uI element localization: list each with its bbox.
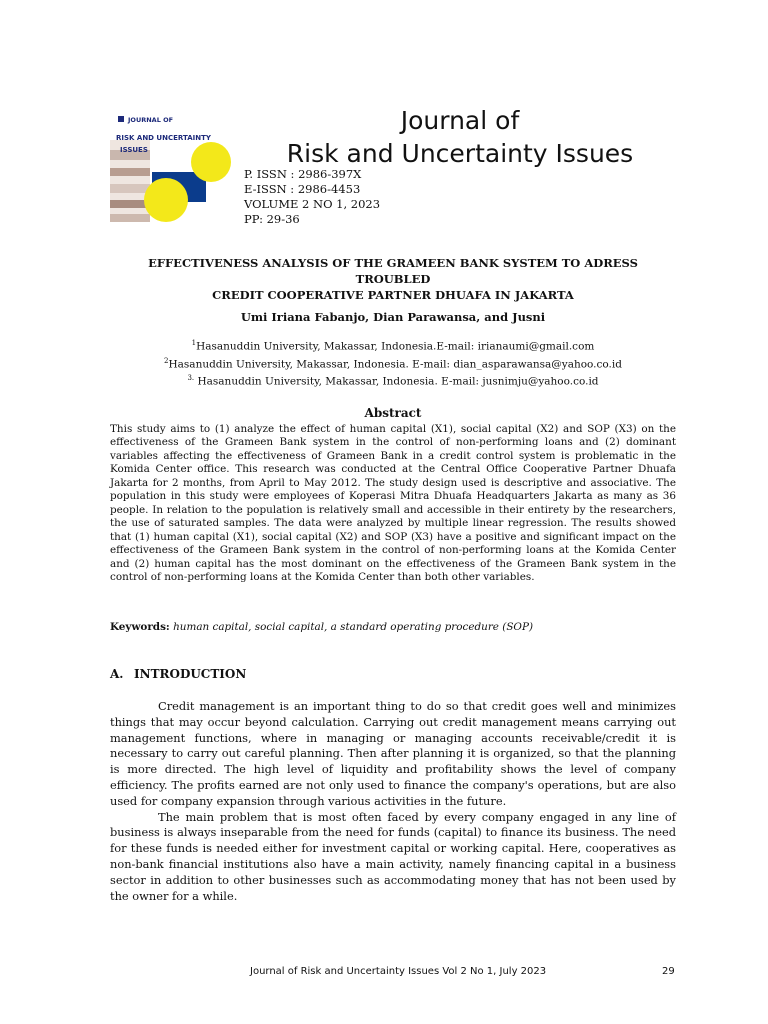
section-title: INTRODUCTION — [134, 667, 247, 681]
intro-paragraph-1: Credit management is an important thing to do so that credit goes well and minimizes things that may occur beyond calculation. Carrying out credit management means carrying out management functions, where in managing or managing accounts receivable/credit it is necessary to carry out careful planning. Then after planning it is organized, so that the planning is more directed. The high level of liquidity and profitability shows the level of company efficiency. The profits earned are not only used to finance the company's operations, but are also used for company expansion through various activities in the future. — [110, 699, 676, 808]
section-heading-introduction — [110, 667, 246, 681]
journal-title-line-2: Risk and Uncertainty Issues — [286, 139, 634, 168]
affiliations — [110, 336, 676, 389]
journal-meta — [244, 167, 380, 227]
affiliation-2-text: Hasanuddin University, Makassar, Indonesia. E-mail: dian_asparawansa@yahoo.co.id — [168, 358, 622, 370]
page-number: 29 — [662, 966, 675, 977]
paper-title-line-1: EFFECTIVENESS ANALYSIS OF THE GRAMEEN BANK SYSTEM TO ADRESS TROUBLED — [148, 256, 638, 286]
paper-title — [110, 255, 676, 303]
abstract-text: This study aims to (1) analyze the effect of human capital (X1), social capital (X2) and SOP (X3) on the effectiveness of the Grameen Bank system in the control of non-performing loans and (2) dominant variables affecting the effectiveness of Grameen Bank in a credit control system is problematic in the Komida Center office. This research was conducted at the Central Office Cooperative Partner Dhuafa Jakarta for 2 months, from April to May 2012. The study design used is descriptive and associative. The population in this study were employees of Koperasi Mitra Dhuafa Headquarters Jakarta as many as 36 people. In relation to the population is relatively small and accessible in their entirety by the researchers, the use of saturated samples. The data were analyzed by multiple linear regression. The results showed that (1) human capital (X1), social capital (X2) and SOP (X3) have a positive and significant impact on the effectiveness of the Grameen Bank system in the control of non-performing loans at the Komida Center and (2) human capital has the most dominant on the effectiveness of the Grameen Bank system in the control of non-performing loans at the Komida Center than both other variables. — [110, 423, 676, 583]
p-issn: P. ISSN : 2986-397X — [244, 167, 362, 181]
keywords — [110, 621, 676, 633]
volume: VOLUME 2 NO 1, 2023 — [244, 197, 381, 211]
paper-title-line-2: CREDIT COOPERATIVE PARTNER DHUAFA IN JAKARTA — [212, 288, 574, 302]
journal-logo — [110, 110, 232, 222]
e-issn: E-ISSN : 2986-4453 — [244, 182, 361, 196]
intro-paragraph-2: The main problem that is most often faced by every company engaged in any line of business is always inseparable from the need for funds (capital) to finance its business. The need for these funds is needed either for investment capital or working capital. Here, cooperatives as non-bank financial institutions also have a main activity, namely financing capital in a business sector in addition to other businesses such as accommodating money that has not been used by the owner for a while. — [110, 809, 676, 903]
footer-citation: Journal of Risk and Uncertainty Issues Vol 2 No 1, July 2023 — [250, 966, 547, 977]
affiliation-2-mark: 2 — [164, 356, 169, 365]
keywords-value: human capital, social capital, a standard operating procedure (SOP) — [173, 621, 533, 633]
affiliation-1-text: Hasanuddin University, Makassar, Indonesia.E-mail: irianaumi@gmail.com — [196, 340, 595, 353]
logo-text-2: RISK AND UNCERTAINTY — [116, 134, 211, 142]
pages: PP: 29-36 — [244, 212, 300, 226]
authors: Umi Iriana Fabanjo, Dian Parawansa, and Jusni — [240, 310, 546, 324]
affiliation-1 — [110, 336, 676, 354]
introduction-body — [110, 699, 676, 904]
affiliation-3-text: Hasanuddin University, Makassar, Indonesia. E-mail: jusnimju@yahoo.co.id — [194, 375, 599, 388]
journal-logo-graphic — [110, 110, 232, 222]
journal-title — [250, 104, 670, 170]
journal-title-line-1: Journal of — [400, 106, 520, 135]
abstract-heading: Abstract — [364, 406, 422, 420]
affiliation-2 — [110, 354, 676, 372]
section-number: A. — [110, 667, 124, 681]
logo-text-1: JOURNAL OF — [128, 116, 174, 124]
keywords-label: Keywords: — [110, 621, 170, 633]
affiliation-3-mark: 3. — [187, 374, 195, 382]
logo-text-3: ISSUES — [120, 146, 148, 154]
affiliation-3 — [110, 371, 676, 389]
affiliation-1-mark: 1 — [191, 339, 197, 347]
